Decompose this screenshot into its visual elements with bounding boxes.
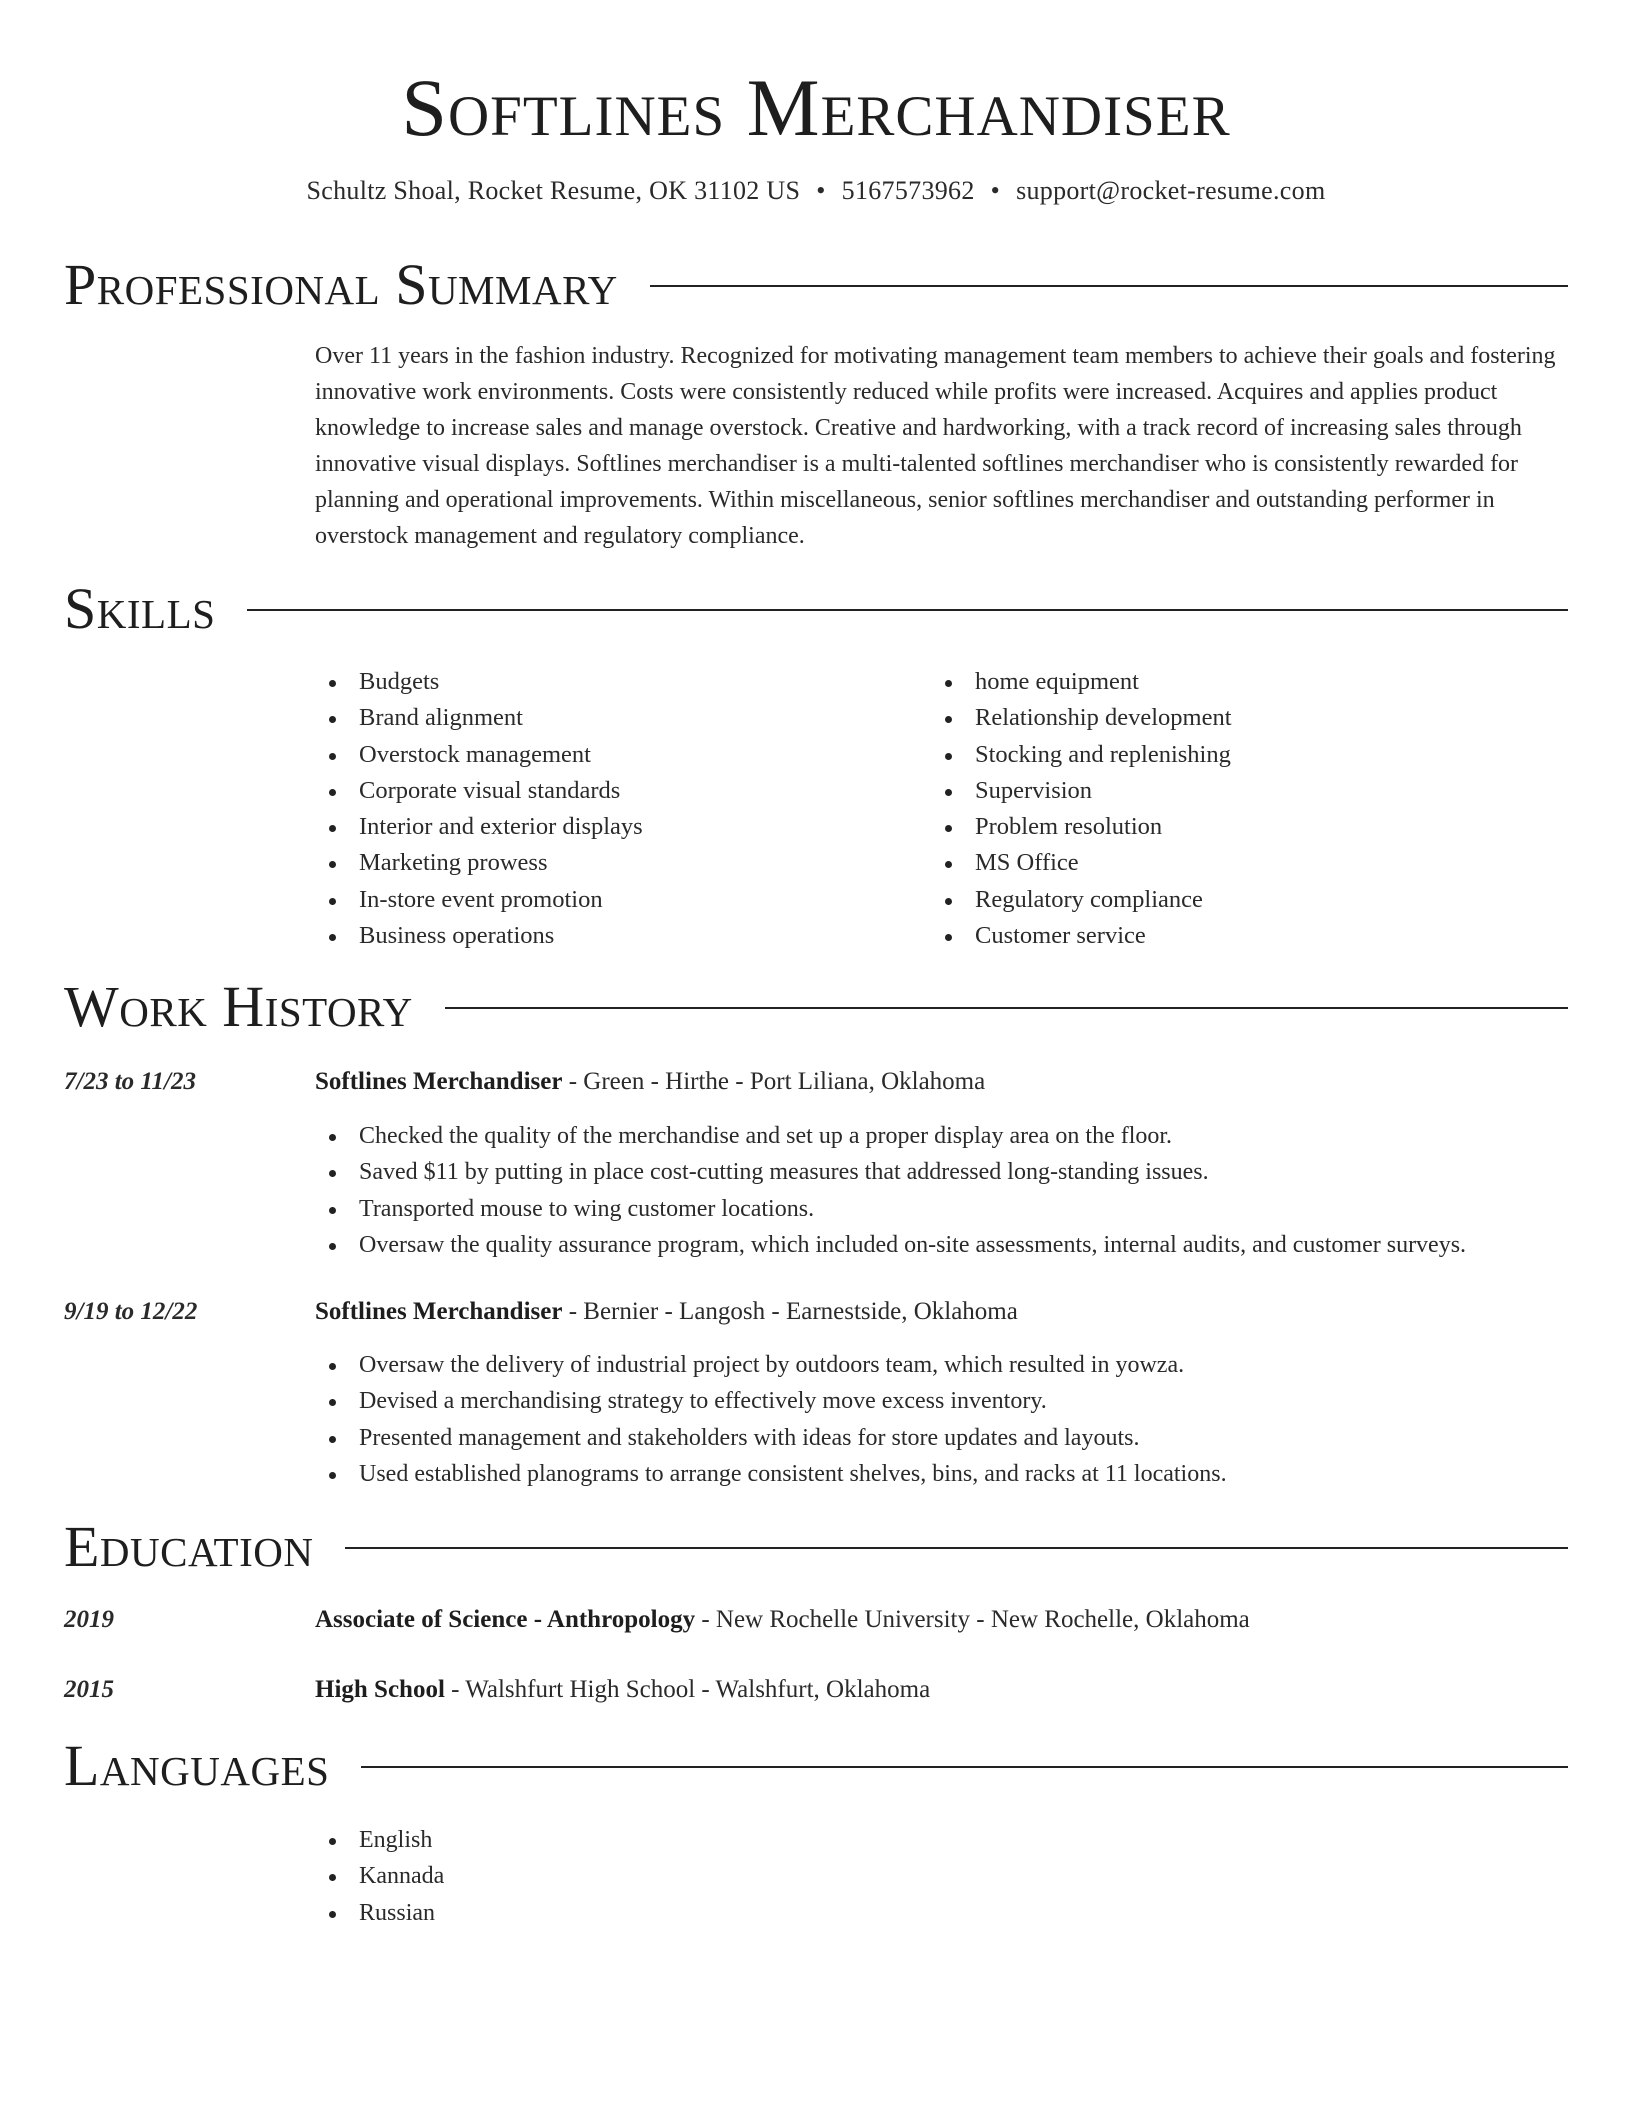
job-bullet: Used established planograms to arrange consistent shelves, bins, and racks at 11 locations. [315,1456,1570,1492]
education-line [315,1602,1250,1638]
languages-title: Languages [64,1733,330,1798]
job-title-line [315,1064,985,1100]
resume-name: Softlines Merchandiser [401,62,1231,153]
summary-text: Over 11 years in the fashion industry. Recognized for motivating management team members to achieve their goals and fostering innovative work environments. Costs were consistently reduced while profits were increased. Acquires and applies product knowledge to increase sales and manage overstock. Creative and hardworking, with a track record of increasing sales through innovative visual displays. Softlines merchandiser is a multi-talented softlines merchandiser who is consistently rewarded for planning and operational improvements. Within miscellaneous, senior softlines merchandiser and outstanding performer in overstock management and regulatory compliance. [315,343,1556,549]
contact-line [0,174,1632,208]
skill-item: Business operations [315,918,875,954]
education-degree: High School [315,1676,445,1703]
skill-item: In-store event promotion [315,882,875,918]
section-divider [345,1547,1568,1549]
skill-item: Budgets [315,664,875,700]
section-divider [247,609,1568,611]
skill-item: Marketing prowess [315,845,875,881]
work-title: Work History [64,974,413,1039]
education-details: - New Rochelle University - New Rochelle, Oklahoma [695,1606,1250,1633]
contact-email: support@rocket-resume.com [1016,176,1326,205]
contact-separator: • [816,176,826,205]
education-details: - Walshfurt High School - Walshfurt, Oklahoma [444,1676,931,1703]
skill-item: Relationship development [931,700,1491,736]
summary-section-header [64,250,1568,320]
skills-section-header [64,574,1568,644]
job-bullet: Presented management and stakeholders with ideas for store updates and layouts. [315,1420,1570,1456]
job-bullet: Oversaw the delivery of industrial project by outdoors team, which resulted in yowza. [315,1347,1570,1383]
job-dates: 9/19 to 12/22 [64,1298,198,1325]
job-bullets [315,1118,1570,1263]
job-bullet: Transported mouse to wing customer locations. [315,1191,1570,1227]
job-role: Softlines Merchandiser [315,1298,563,1325]
skill-item: Corporate visual standards [315,773,875,809]
job-bullet: Oversaw the quality assurance program, which included on-site assessments, internal audits, and customer surveys. [315,1227,1570,1263]
skill-item: Interior and exterior displays [315,809,875,845]
section-divider [650,285,1568,287]
job-title-line [315,1294,1018,1330]
contact-separator: • [990,176,1001,205]
skill-item: Brand alignment [315,700,875,736]
job-details: - Green - Hirthe - Port Liliana, Oklahoma [562,1068,986,1095]
education-degree: Associate of Science - Anthropology [315,1606,696,1633]
job-role: Softlines Merchandiser [315,1068,563,1095]
skill-item: Problem resolution [931,809,1491,845]
language-item: Kannada [315,1858,1570,1894]
skills-title: Skills [64,576,216,641]
language-item: English [315,1822,1570,1858]
skill-item: Stocking and replenishing [931,737,1491,773]
section-divider [445,1007,1568,1009]
skill-item: Overstock management [315,737,875,773]
education-year: 2019 [64,1606,114,1633]
skills-list-left [315,664,875,954]
skill-item: Supervision [931,773,1491,809]
languages-section-header [64,1731,1568,1801]
language-item: Russian [315,1895,1570,1931]
skill-item: Customer service [931,918,1491,954]
section-divider [361,1766,1568,1768]
skills-list-right [931,664,1491,954]
education-line [315,1672,930,1708]
job-bullet: Checked the quality of the merchandise and set up a proper display area on the floor. [315,1118,1570,1154]
job-bullet: Saved $11 by putting in place cost-cutting measures that addressed long-standing issues. [315,1154,1570,1190]
education-title: Education [64,1514,314,1579]
job-details: - Bernier - Langosh - Earnestside, Oklahoma [562,1298,1018,1325]
education-year: 2015 [64,1676,114,1703]
languages-list [315,1822,1570,1931]
summary-title: Professional Summary [64,252,618,317]
education-section-header [64,1512,1568,1582]
job-dates: 7/23 to 11/23 [64,1068,196,1095]
skill-item: MS Office [931,845,1491,881]
skill-item: home equipment [931,664,1491,700]
skill-item: Regulatory compliance [931,882,1491,918]
work-section-header [64,972,1568,1042]
contact-address: Schultz Shoal, Rocket Resume, OK 31102 US [306,176,801,205]
job-bullet: Devised a merchandising strategy to effectively move excess inventory. [315,1383,1570,1419]
contact-phone: 5167573962 [841,176,975,205]
job-bullets [315,1347,1570,1492]
